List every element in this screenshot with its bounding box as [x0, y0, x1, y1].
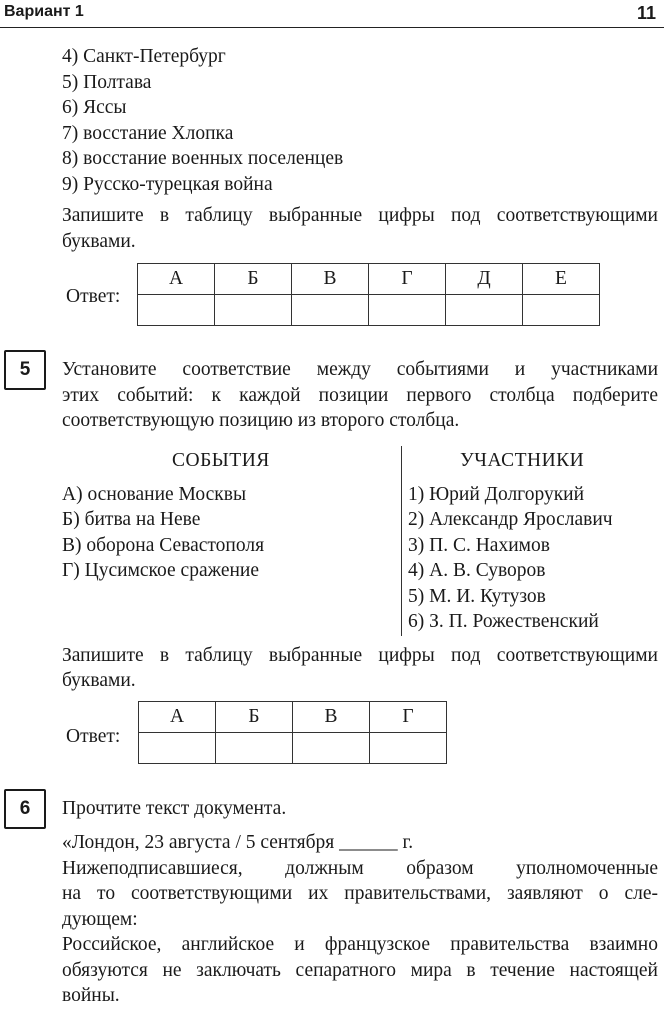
- document-text: «Лондон, 23 августа / 5 сентября ______ г.: [62, 832, 414, 853]
- participant-item: 4) А. В. Суворов: [408, 560, 546, 581]
- option-item: 7) восстание Хлопка: [62, 123, 234, 144]
- instruction-text: буквами.: [62, 231, 136, 252]
- column-divider: [401, 446, 402, 636]
- task-prompt: Прочтите текст документа.: [62, 798, 287, 819]
- answer-label: Ответ:: [66, 286, 121, 307]
- answer-input-cell[interactable]: [292, 295, 369, 326]
- document-text: Нижеподписавшиеся, должным образом уполномоченные: [62, 858, 658, 879]
- option-item: 6) Яссы: [62, 97, 127, 118]
- participant-item: 2) Александр Ярославич: [408, 509, 613, 530]
- option-item: 9) Русско-турецкая война: [62, 174, 273, 195]
- answer-table: [137, 263, 600, 326]
- participant-item: 5) М. И. Кутузов: [408, 586, 546, 607]
- answer-header-cell: Г: [369, 264, 446, 295]
- events-column-header: СОБЫТИЯ: [172, 450, 270, 471]
- instruction-text: буквами.: [62, 670, 136, 691]
- participants-column-header: УЧАСТНИКИ: [460, 450, 585, 471]
- answer-header-cell: Е: [523, 264, 600, 295]
- variant-label: Вариант 1: [4, 3, 84, 20]
- answer-input-cell[interactable]: [215, 295, 292, 326]
- task-prompt: этих событий: к каждой позиции первого столбца подберите: [62, 385, 658, 406]
- answer-label: Ответ:: [66, 726, 121, 747]
- task-number-badge: 6: [4, 789, 46, 829]
- option-item: 8) восстание военных поселенцев: [62, 148, 344, 169]
- instruction-text: Запишите в таблицу выбранные цифры под соответствующими: [62, 645, 658, 666]
- event-item: Б) битва на Неве: [62, 509, 201, 530]
- answer-header-cell: А: [138, 264, 215, 295]
- answer-header-cell: Б: [216, 702, 293, 733]
- task-prompt: соответствующую позицию из второго столбца.: [62, 410, 460, 431]
- participant-item: 1) Юрий Долгорукий: [408, 484, 585, 505]
- answer-input-cell[interactable]: [139, 733, 216, 764]
- document-text: Российское, английское и французское правительства взаимно: [62, 934, 658, 955]
- answer-header-cell: Г: [370, 702, 447, 733]
- answer-input-cell[interactable]: [293, 733, 370, 764]
- answer-header-cell: А: [139, 702, 216, 733]
- answer-header-cell: Д: [446, 264, 523, 295]
- event-item: А) основание Москвы: [62, 484, 247, 505]
- answer-input-cell[interactable]: [138, 295, 215, 326]
- answer-header-cell: В: [293, 702, 370, 733]
- header-rule: [0, 27, 664, 28]
- document-text: на то соответствующими их правительствами, заявляют о сле-: [62, 883, 658, 904]
- answer-header-cell: Б: [215, 264, 292, 295]
- task-number-badge: 5: [4, 350, 46, 390]
- instruction-text: Запишите в таблицу выбранные цифры под соответствующими: [62, 205, 658, 226]
- document-text: дующем:: [62, 909, 138, 930]
- answer-input-cell[interactable]: [369, 295, 446, 326]
- answer-table: [138, 701, 447, 764]
- answer-input-cell[interactable]: [370, 733, 447, 764]
- option-item: 5) Полтава: [62, 72, 152, 93]
- document-text: обязуются не заключать сепаратного мира в течение настоящей: [62, 960, 658, 981]
- event-item: Г) Цусимское сражение: [62, 560, 260, 581]
- document-text: войны.: [62, 985, 120, 1006]
- participant-item: 6) З. П. Рожественский: [408, 611, 599, 632]
- answer-input-cell[interactable]: [523, 295, 600, 326]
- option-item: 4) Санкт-Петербург: [62, 46, 226, 67]
- page-number: 11: [636, 3, 656, 23]
- answer-input-cell[interactable]: [216, 733, 293, 764]
- answer-header-cell: В: [292, 264, 369, 295]
- task-prompt: Установите соответствие между событиями и участниками: [62, 359, 658, 380]
- participant-item: 3) П. С. Нахимов: [408, 535, 550, 556]
- event-item: В) оборона Севастополя: [62, 535, 265, 556]
- answer-input-cell[interactable]: [446, 295, 523, 326]
